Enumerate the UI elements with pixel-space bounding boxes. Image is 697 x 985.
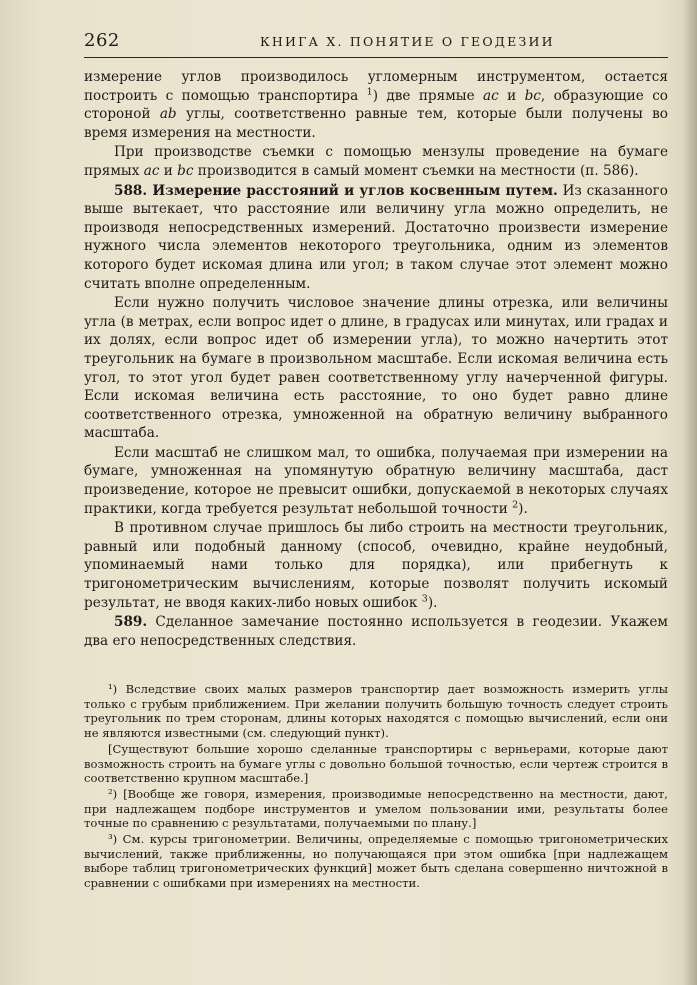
header-rule: [84, 57, 668, 58]
text-run: ).: [427, 594, 438, 611]
section-title: Измерение расстояний и углов косвенным путем.: [147, 182, 558, 199]
footnote-ref-2: 2: [512, 499, 519, 511]
text-run: При производстве съемки с помощью мензулы проведение на бумаге прямых: [84, 144, 668, 179]
text-run: , образующие со стороной: [84, 87, 668, 123]
text-run: ) две прямые: [372, 87, 484, 104]
math-ab: ab: [159, 106, 177, 123]
text-run: Сделанное замечание постоянно используется в геодезии. Укажем два его непосредственных следствия.: [84, 614, 668, 649]
main-text: [84, 68, 668, 650]
section-589: [84, 613, 668, 650]
footnote-ref-3: 3: [421, 593, 428, 605]
math-bc: bc: [177, 162, 194, 179]
paragraph-5: [84, 444, 668, 518]
page-number: 262: [84, 30, 120, 51]
section-number: 588.: [114, 182, 148, 199]
paragraph-4: [84, 294, 668, 443]
footnote-3: ³) См. курсы тригонометрии. Величины, определяемые с помощью тригонометрических вычислений, также приближенны, но получающаяся при этом ошибка [при надлежащем выборе таблиц тригонометрических функций] может быть сделана совершенно ничтожной в сравнении с ошибками при измерениях на местности.: [84, 832, 668, 891]
paragraph-6: [84, 519, 668, 612]
math-ac: ac: [483, 87, 499, 104]
math-ac: ac: [143, 162, 160, 179]
section-588: [84, 182, 668, 294]
footnote-1-editor-note: [Существуют большие хорошо сделанные транспортиры с верньерами, которые дают возможность строить на бумаге углы с довольно большой точностью, если чертеж строится в соответственно крупном масштабе.]: [84, 741, 668, 786]
text-run: и: [498, 87, 525, 104]
text-run: В противном случае пришлось бы либо строить на местности треугольник, равный или подобный данному (способ, очевидно, крайне неудобный, упоминаемый нами только для порядка), или прибегнуть к тригонометрическим вычислениям, которые позволят получить искомый результат, не вводя каких-либо новых ошибок: [84, 520, 668, 611]
text-run: Если нужно получить числовое значение длины отрезка, или величины угла (в метрах, если вопрос идет о длине, в градусах или минутах, или градах и их долях, если вопрос идет об измерении угла), то можно начертить этот треугольник на бумаге в произвольном масштабе. Если искомая величина есть угол, то этот угол будет равен соответственному углу начерченной фигуры. Если искомая величина есть расстояние, то оно будет равно длине соответственного отрезка, умноженной на обратную величину выбранного масштаба.: [84, 295, 668, 442]
footnote-ref-1: 1: [366, 86, 373, 98]
paragraph-1: [84, 68, 668, 142]
text-run: Если масштаб не слишком мал, то ошибка, получаемая при измерении на бумаге, умноженная на упомянутую обратную величину масштаба, даст произведение, которое не превысит ошибки, допускаемой в некоторых случаях практики, когда требуется результат небольшой точности: [84, 444, 668, 517]
running-head: КНИГА X. ПОНЯТИЕ О ГЕОДЕЗИИ: [260, 34, 555, 49]
math-bc: bc: [524, 87, 541, 104]
text-run: и: [159, 162, 178, 179]
page-edge-shadow: [683, 0, 697, 985]
text-run: Из сказанного выше вытекает, что расстояние или величину угла можно определить, не производя непосредственных измерений. Достаточно произвести измерение нужного числа элементов некоторого треугольника, одним из элементов которого будет искомая длина или угол; в таком случае этот элемент можно считать вполне определенным.: [84, 182, 668, 292]
text-run: измерение углов производилось угломерным инструментом, остается построить с помощью транспортира: [84, 69, 668, 104]
section-number: 589.: [114, 614, 148, 631]
footnotes: [84, 682, 668, 891]
text-run: производится в самый момент съемки на местности (п. 586).: [193, 162, 639, 179]
text-run: ).: [518, 500, 528, 517]
text-run: углы, соответственно равные тем, которые были получены во время измерения на местности.: [84, 106, 668, 141]
footnote-1: ¹) Вследствие своих малых размеров транспортир дает возможность измерить углы только с грубым приближением. При желании получить большую точность следует строить треугольник по трем сторонам, длины которых находятся с помощью вычислений, если они не являются известными (см. следующий пункт).: [84, 682, 668, 741]
page-header: [84, 28, 668, 58]
paragraph-2: [84, 143, 668, 180]
footnote-2: ²) [Вообще же говоря, измерения, производимые непосредственно на местности, дают, при надлежащем подборе инструментов и умелом пользовании ими, результаты более точные по сравнению с результатами, получаемыми по плану.]: [84, 786, 668, 831]
